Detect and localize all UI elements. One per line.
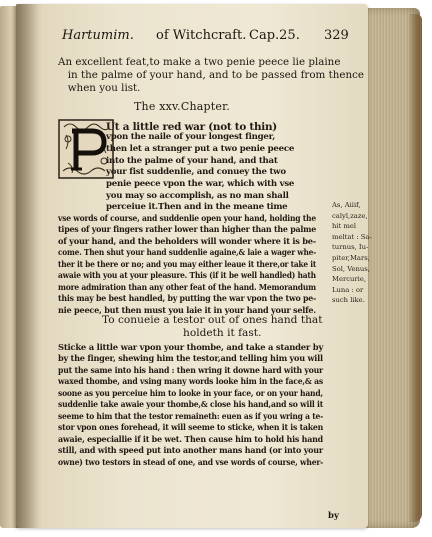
margin-note-line: piter,Mars, [332, 253, 370, 262]
text-line: Ut a little red war (not to thin) [106, 121, 277, 133]
text-line: more admiration than any other feat of the hand. Memorandum [58, 283, 316, 293]
running-head-title: of Witchcraft. [156, 28, 247, 43]
text-line: awaie with you at your pleasure. This (if it be well handled) hath [58, 271, 316, 281]
margin-note-line: Sol, Venus, [332, 264, 370, 273]
text-line: Sticke a little war vpon your thombe, and take a stander by [58, 343, 324, 353]
page-number: 329 [324, 28, 349, 43]
text-line: stor vpon ones forehead, it will seeme to sticke, when it is taken [58, 423, 324, 433]
text-line: into the palme of your hand, and that [106, 156, 278, 166]
text-line: your fist suddenlie, and conuey the two [106, 167, 286, 177]
subsection-heading: To conueie a testor out of ones hand that [102, 314, 323, 326]
margin-note-line: meltat : Sa- [332, 232, 372, 241]
text-line: waxed thombe, and vsing many words looke him in the face,& as [58, 377, 323, 387]
text-line: you may so accomplish, as no man shall [106, 191, 289, 201]
section-heading [58, 56, 364, 95]
text-line: this may be best handled, by putting the war vpon the two pe- [58, 294, 317, 304]
text-line: perceiue it.Then and in the meane time [106, 202, 288, 212]
margin-note [332, 200, 372, 306]
running-head-left: Hartumim. [62, 28, 134, 43]
margin-note-line: Luna : or [332, 285, 364, 294]
margin-note-line: As, Aiiif, [332, 201, 361, 209]
text-line: penie peece vpon the war, which with vse [106, 179, 295, 189]
text-line: seeme to him that the testor remaineth: euen as if you wring a te- [58, 412, 323, 422]
text-line: soone as you perceiue him to looke in your face, or on your hand, [58, 389, 323, 399]
text-line: awaie, especiallie if it be wet. Then cause him to hold his hand [58, 435, 323, 445]
text-line: by the finger, shewing him the testor,and telling him you will [58, 354, 323, 364]
subsection-heading-cont: holdeth it fast. [183, 327, 262, 339]
text-line: put the same into his hand : then wring it downe hard with your [58, 366, 323, 376]
book-page [16, 4, 372, 528]
text-line: of your hand, and the beholders will wonder where it is be- [58, 237, 316, 247]
running-head-chapter: Cap.25. [249, 28, 300, 43]
heading-line: when you list. [67, 82, 141, 94]
margin-note-line: turnus, Iu- [332, 243, 369, 252]
chapter-title: The xxv.Chapter. [134, 100, 231, 113]
text-line: ther it be there or no; and you may either leaue it there,or take it [58, 260, 317, 270]
margin-note-line: such like. [332, 296, 365, 305]
catchword: by [328, 511, 339, 521]
margin-note-line: hit mel [332, 222, 357, 231]
text-line: nie peece, but then must you laie it in your hand your selfe. [58, 306, 316, 316]
heading-line: in the palme of your hand, and to be passed from thence [67, 69, 364, 81]
gutter-shadow [16, 4, 42, 528]
margin-note-line: Mercurie, [332, 275, 367, 284]
text-line: vpon the naile of your longest finger, [106, 132, 275, 142]
text-line: come. Then shut your hand suddenlie againe,& laie a wager whe- [58, 248, 317, 258]
text-line: vse words of course, and suddenlie open your hand, holding the [58, 214, 316, 224]
text-line: then let a stranger put a two penie peece [106, 144, 295, 154]
margin-note-line: calyl,zaze, [332, 211, 368, 220]
text-line: still, and with speed put into another mans hand (or into your [58, 446, 323, 456]
text-line: owne) two testors in stead of one, and vse words of course, wher- [58, 458, 324, 468]
heading-line: An excellent feat,to make a two penie peece lie plaine [58, 56, 341, 68]
binding-shadow [408, 14, 422, 522]
text-line: suddenlie take awaie your thombe,& close his hand,and so will it [58, 400, 324, 410]
text-line: tipes of your fingers rather lower than higher than the palme [58, 225, 317, 235]
